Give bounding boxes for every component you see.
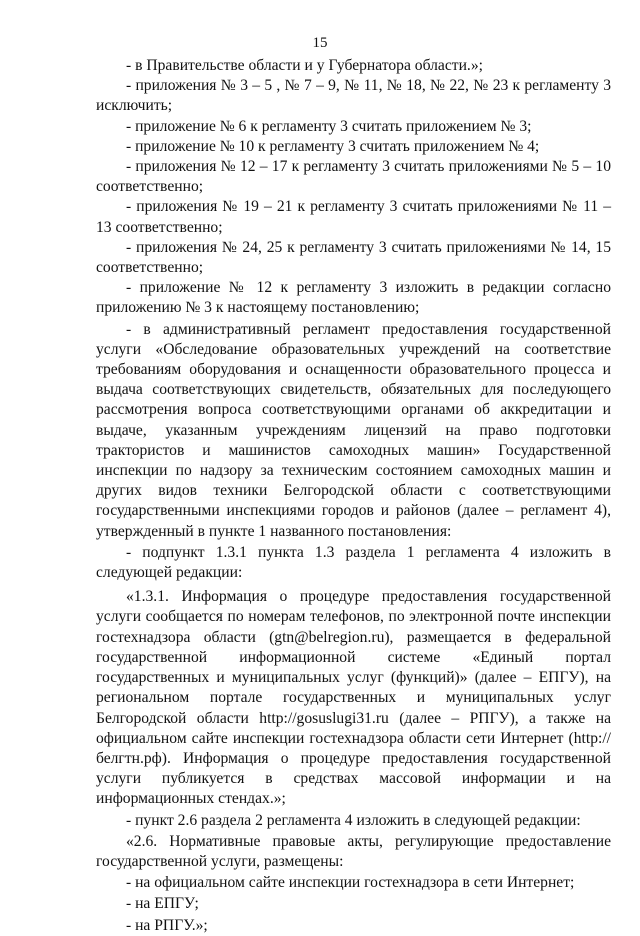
paragraph-2: - приложения № 3 – 5 , № 7 – 9, № 11, № 18, № 22, № 23 к регламенту 3 исключить; bbox=[96, 77, 611, 115]
page-number: 15 bbox=[312, 35, 328, 51]
paragraph-6: - приложения № 19 – 21 к регламенту 3 считать приложениями № 11 – 13 соответственно; bbox=[96, 198, 611, 236]
paragraph-13: «2.6. Нормативные правовые акты, регулирующие предоставление государственной услуги, размещены: bbox=[96, 832, 611, 870]
paragraph-4: - приложение № 10 к регламенту 3 считать приложением № 4; bbox=[126, 137, 540, 155]
paragraph-9: - в административный регламент предоставления государственной услуги «Обследование образовательных учреждений на соответствие требованиям оборудования и оснащенности образовательного процесса и выдача соответствующих свидетельств, обязательных для последующего рассмотрения вопроса соответствующими органами об аккредитации и выдаче, указанным учреждениям лицензий на право подготовки трактористов и машинистов самоходных машин» Государственной инспекции по надзору за техническим состоянием самоходных машин и других видов техники Белгородской области с соответствующими государственными инспекциями городов и районов (далее – регламент 4), утвержденный в пункте 1 названного постановления: bbox=[96, 320, 611, 540]
paragraph-12: - пункт 2.6 раздела 2 регламента 4 изложить в следующей редакции: bbox=[126, 811, 581, 829]
paragraph-5: - приложения № 12 – 17 к регламенту 3 считать приложениями № 5 – 10 соответственно; bbox=[96, 158, 611, 196]
paragraph-10: - подпункт 1.3.1 пункта 1.3 раздела 1 регламента 4 изложить в следующей редакции: bbox=[96, 543, 611, 582]
document-body bbox=[96, 56, 611, 936]
paragraph-1: - в Правительстве области и у Губернатора области.»; bbox=[126, 57, 483, 74]
paragraph-8: - приложение № 12 к регламенту 3 изложить в редакции согласно приложению № 3 к настоящему постановлению; bbox=[96, 279, 611, 317]
paragraph-14: - на официальном сайте инспекции гостехнадзора в сети Интернет; bbox=[126, 874, 575, 892]
paragraph-16: - на РПГУ.»; bbox=[126, 916, 208, 934]
paragraph-7: - приложения № 24, 25 к регламенту 3 считать приложениями № 14, 15 соответственно; bbox=[96, 238, 611, 277]
paragraph-11: «1.3.1. Информация о процедуре предоставления государственной услуги сообщается по номерам телефонов, по электронной почте инспекции гостехнадзора области (gtn@belregion.ru), размещается в федеральной государственной информационной системе «Единый портал государственных и муниципальных услуг (функций)» (далее – ЕПГУ), на региональном портале государственных и муниципальных услуг Белгородской области http://gosuslugi31.ru (далее – РПГУ), а также на официальном сайте инспекции гостехнадзора области сети Интернет (http://белгтн.рф). Информация о процедуре предоставления государственной услуги публикуется в средствах массовой информации и на информационных стендах.»; bbox=[96, 588, 611, 808]
paragraph-15: - на ЕПГУ; bbox=[126, 895, 199, 913]
paragraph-3: - приложение № 6 к регламенту 3 считать приложением № 3; bbox=[126, 117, 532, 135]
